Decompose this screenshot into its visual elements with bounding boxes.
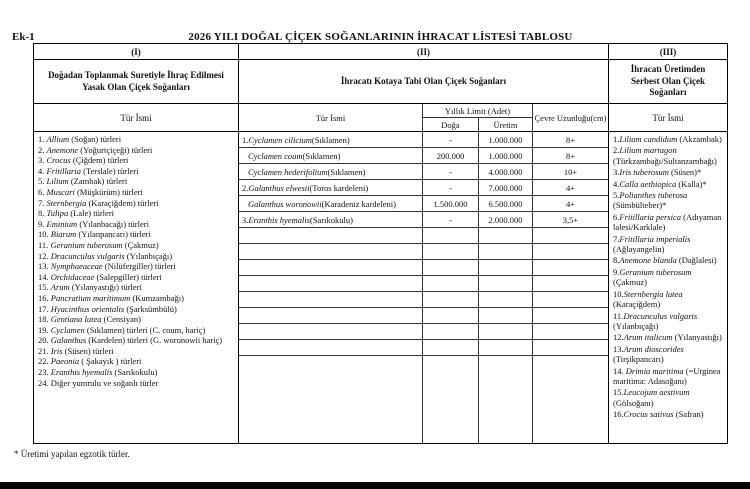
production-limit-cell: 1.000.000 [479,132,533,147]
item-latin-name: Cyclamen coum [248,150,303,161]
production-limit-cell: 7.000.000 [479,180,533,195]
list-item [613,344,724,365]
item-number: 20. [38,335,49,346]
list-item [613,255,724,265]
column-number-3: (III) [609,44,727,60]
quota-subheader-row [239,104,608,132]
table-row-empty [239,276,608,292]
list-item [38,378,235,389]
item-common-name: (Süsen) türleri [62,345,114,356]
column-number-2: (II) [239,44,608,60]
item-latin-name: Allium [46,134,70,144]
item-number: 4. [613,178,620,189]
item-common-name: (Türkzambağı/Sultanzambağı) [613,155,717,166]
production-limit-cell: 2.000.000 [479,212,533,227]
item-latin-name: Crocus [46,155,71,166]
item-common-name: (Karaçiğdem) türleri [86,197,159,208]
nature-limit-cell: - [423,132,479,147]
column-quota-header: İhracatı Kotaya Tabi Olan Çiçek Soğanları [239,60,608,104]
free-species-list [609,132,727,443]
item-common-name: (Yılanbıçağı) [613,320,659,331]
column-free [609,44,727,443]
quota-production-header: Üretim [479,118,533,132]
list-item [38,261,235,272]
item-number: 22. [38,356,49,367]
item-number: 5. [613,190,620,201]
item-number: 17. [38,303,49,314]
item-latin-name: Anemone [46,144,79,155]
item-latin-name: Eranthis hyemalis [50,367,113,378]
item-latin-name: Lilium candidum [619,134,678,144]
item-latin-name: Sternbergia lutea [623,288,683,299]
item-common-name: (Censiyan) [101,314,141,325]
nature-limit-cell: - [423,164,479,179]
item-number: 15. [38,282,49,293]
quota-empty-rows [239,228,608,356]
production-limit-cell: 6.500.000 [479,196,533,211]
item-number: 7. [613,233,620,244]
item-number: 18. [38,314,49,325]
species-name-cell [239,148,423,163]
table-row [239,132,608,148]
item-latin-name: Cyclamen cilicium [248,134,312,145]
list-item [38,356,235,367]
item-latin-name: Sternbergia [46,197,87,208]
item-number: 7. [38,197,45,208]
item-common-name: (Nilüfergiller) türleri [102,261,176,272]
item-common-name: (Tirşikpancarı) [613,354,664,365]
item-common-name: (Şarksümbülü) [124,303,177,314]
list-item [613,134,724,144]
item-latin-name: Biarum [50,229,77,240]
table-row [239,148,608,164]
item-common-name: (Kalla)* [676,178,707,189]
quota-table-body [239,132,608,443]
item-latin-name: Iris [50,345,63,356]
item-number: 13. [38,261,49,272]
item-latin-name: Arum [50,282,70,293]
circumference-cell: 3,5+ [562,214,579,225]
item-latin-name: Geranium tuberosum [50,239,123,250]
item-latin-name: Iris tuberosum [619,167,669,178]
item-common-name: (Çiğdem) türleri [70,155,129,166]
item-number: 11. [613,310,624,321]
item-number: 6. [38,186,45,197]
item-common-name: (Toros kardeleni) [309,182,369,193]
item-latin-name: Arum dioscorides [623,343,684,354]
species-name-cell [239,212,423,227]
item-common-name: ( Şakayık ) türleri [79,356,142,367]
item-number: 11. [38,239,49,250]
bottom-edge-bar [0,482,750,489]
item-latin-name: Galanthus woronowii [248,198,322,209]
table-row [239,212,608,228]
table-row-empty [239,340,608,356]
page-title: 2026 YILI DOĞAL ÇİÇEK SOĞANLARININ İHRACAT LİSTESİ TABLOSU [188,31,573,43]
item-number: 2. [613,145,620,156]
list-item [38,304,235,315]
item-latin-name: Gentiana lutea [50,314,102,325]
item-number: 1. [38,134,45,144]
item-latin-name: Lilium [46,176,69,187]
item-latin-name: Geranium tuberosum [619,266,692,277]
item-number: 3. [242,214,249,225]
item-common-name: (Terslale) türleri [80,165,139,176]
item-latin-name: Crocus sativus [623,409,674,420]
list-item [613,167,724,177]
item-number: 2. [242,182,249,193]
list-item [38,282,235,293]
nature-limit-cell [423,356,479,443]
banned-species-list [34,132,238,443]
item-number: 3. [613,167,620,178]
item-latin-name: Dracunculus vulgaris [623,310,698,321]
item-common-name: (Sıklamen) [327,166,366,177]
species-name-cell [239,132,423,147]
table-row [239,196,608,212]
item-number: 21. [38,345,49,356]
list-item [38,240,235,251]
item-latin-name: Galanthus elwesii [248,182,310,193]
item-common-name: (Sarıkokulu) [310,214,353,225]
list-item [613,234,724,255]
item-number: 10. [38,229,49,240]
item-number: 13. [613,343,624,354]
production-limit-cell [479,356,533,443]
item-latin-name: Hyacinthus orientalis [50,303,125,314]
item-number: 15. [613,387,624,398]
item-number: 6. [613,211,620,222]
nature-limit-cell: - [423,180,479,195]
list-item [613,409,724,419]
quota-circumference-header: Çevre Uzunluğu(cm) [534,113,607,123]
item-common-name: (Dağlalesi) [676,255,717,266]
species-name-cell [239,180,423,195]
list-item [38,335,235,346]
item-latin-name: Orchidaceae [50,271,95,282]
item-latin-name: Fritillaria persica [619,211,681,222]
item-common-name: (Yoğurtçiçeği) türleri [78,144,153,155]
list-item [38,251,235,262]
item-number: 19. [38,324,49,335]
item-latin-name: Calla aethiopica [619,178,677,189]
column-free-header: İhracatı Üretimden Serbest Olan Çiçek Soğanları [609,60,727,104]
item-common-name: (Yılanpancarı) türleri [76,229,151,240]
production-limit-cell: 4.000.000 [479,164,533,179]
item-number: 3. [38,155,45,166]
item-common-name: (Sümbülteber)* [613,200,667,211]
item-common-name: Diğer yumrulu ve soğanlı türler [50,377,159,388]
item-common-name: (Sıklamen) türleri (C. coum, hariç) [84,324,206,335]
item-number: 24. [38,377,49,388]
item-latin-name: Fritillaria imperialis [619,233,691,244]
item-common-name: (Akzambak) [677,134,722,144]
item-common-name: (Salepgiller) türleri [94,271,162,282]
item-common-name: (Sarıkokulu) [112,367,158,378]
list-item [613,190,724,211]
list-item [38,293,235,304]
list-item [613,289,724,310]
item-common-name: (Safran) [673,409,704,420]
item-number: 4. [38,165,45,176]
item-common-name: (Yılanyastığı) türleri [69,282,142,293]
list-item [38,272,235,283]
column-banned [34,44,239,443]
nature-limit-cell: 1.500.000 [423,196,479,211]
list-item [38,176,235,187]
item-latin-name: Eminium [46,218,78,229]
nature-limit-cell: - [423,212,479,227]
item-number: 1. [242,134,249,145]
column-banned-header: Doğadan Toplanmak Suretiyle İhraç Edilmesi Yasak Olan Çiçek Soğanları [34,60,238,104]
quota-data-rows [239,132,608,228]
item-number: 2. [38,144,45,155]
item-latin-name: Leucojum aestivum [623,387,690,398]
column-number-1: (I) [34,44,238,60]
item-latin-name: Dracunculus vulgaris [50,250,125,261]
item-latin-name: Arum italicum [623,332,673,343]
circumference-cell: 4+ [565,182,576,193]
table-row [239,164,608,180]
circumference-cell [533,356,608,443]
footnote: * Üretimi yapılan egzotik türler. [14,449,130,459]
list-item [38,229,235,240]
list-item [38,134,235,145]
item-common-name: (Müşkürüm) türleri [74,186,143,197]
column-free-subheader: Tür İsmi [609,104,727,132]
item-latin-name: Tulipa [46,208,69,219]
item-latin-name: Galanthus [50,335,87,346]
item-latin-name: Cyclamen [50,324,85,335]
item-latin-name: Fritillaria [46,165,81,176]
item-common-name: (Lale) türleri [68,208,115,219]
item-number: 23. [38,367,49,378]
list-item [38,367,235,378]
item-latin-name: Anemone blanda [619,255,677,266]
item-common-name: (Soğan) türleri [69,134,122,144]
list-item [38,166,235,177]
list-item [38,155,235,166]
table-row-empty [239,244,608,260]
species-name-cell [239,356,423,443]
quota-limit-header: Yıllık Limit (Adet) [423,104,533,118]
column-quota [239,44,609,443]
item-number: 16. [38,292,49,303]
item-number: 10. [613,288,624,299]
item-latin-name: Drimia maritima [625,365,684,376]
list-item [613,366,724,387]
table-row-empty [239,324,608,340]
item-latin-name: Lilium martagon [619,145,677,156]
item-common-name: (Yılanbacağı) türleri [77,218,149,229]
list-item [613,179,724,189]
item-common-name: (Sıklamen) [311,134,350,145]
table-row-empty-tall [239,356,608,443]
table-row-empty [239,292,608,308]
list-item [38,187,235,198]
circumference-cell: 8+ [565,150,576,161]
item-common-name: (Çakmuz) [122,239,159,250]
item-latin-name: Cyclamen hederifolium [248,166,328,177]
item-number: 1. [613,134,620,144]
list-item [613,212,724,233]
item-common-name: (Kardelen) türleri (G. woronowii hariç) [86,335,223,346]
list-item [38,219,235,230]
item-number: 16. [613,409,624,420]
list-item [613,332,724,342]
list-item [613,387,724,408]
item-common-name: (Yılanyastığı) [672,332,722,343]
item-number: 5. [38,176,45,187]
item-common-name: (Adıyaman lalesi/Karklale) [613,211,722,233]
item-common-name: (Sıklamen) [302,150,341,161]
species-name-cell [239,196,423,211]
item-number: 12. [38,250,49,261]
list-item [613,145,724,166]
item-latin-name: Paeonia [50,356,80,367]
doc-label: Ek-1 [12,31,35,43]
item-common-name: (Karaçiğdem) [613,299,661,310]
item-latin-name: Polianthes tuberosa [619,190,688,201]
quota-nature-header: Doğa [423,118,479,132]
item-number: 14. [613,365,626,376]
list-item [38,145,235,156]
item-number: 12. [613,332,624,343]
circumference-cell: 8+ [565,134,576,145]
species-name-cell [239,164,423,179]
list-item [38,346,235,357]
item-number: 8. [613,255,620,266]
item-number: 8. [38,208,45,219]
production-limit-cell: 1.000.000 [479,148,533,163]
list-item [38,325,235,336]
list-item [38,198,235,209]
column-banned-subheader: Tür İsmi [34,104,238,132]
item-number: 14. [38,271,49,282]
item-common-name: (Ağlayangelin) [613,244,665,255]
item-latin-name: Pancratium maritimum [50,292,131,303]
item-common-name: (=Urginea maritima: Adasoğanı) [613,365,721,386]
table-row-empty [239,228,608,244]
item-common-name: (Gölsoğanı) [613,397,654,408]
item-latin-name: Nymphaeaceae [50,261,103,272]
table-row-empty [239,260,608,276]
item-common-name: (Çakmuz) [613,277,647,288]
table-row-empty [239,308,608,324]
item-number: 9. [38,218,45,229]
list-item [613,267,724,288]
item-common-name: (Süsen)* [668,167,702,178]
item-common-name: (Zambak) türleri [68,176,128,187]
item-latin-name: Eranthis hyemalis [248,214,310,225]
quota-name-header: Tür İsmi [239,104,423,132]
item-common-name: (Kumzambağı) [130,292,184,303]
item-latin-name: Muscari [46,186,75,197]
item-common-name: (Karadeniz kardeleni) [321,198,396,209]
item-common-name: (Yılanbıçağı) [124,250,173,261]
circumference-cell: 4+ [565,198,576,209]
item-number: 9. [613,266,620,277]
circumference-cell: 10+ [563,166,578,177]
list-item [613,311,724,332]
export-list-table [33,43,728,444]
list-item [38,314,235,325]
nature-limit-cell: 200.000 [423,148,479,163]
list-item [38,208,235,219]
table-row [239,180,608,196]
